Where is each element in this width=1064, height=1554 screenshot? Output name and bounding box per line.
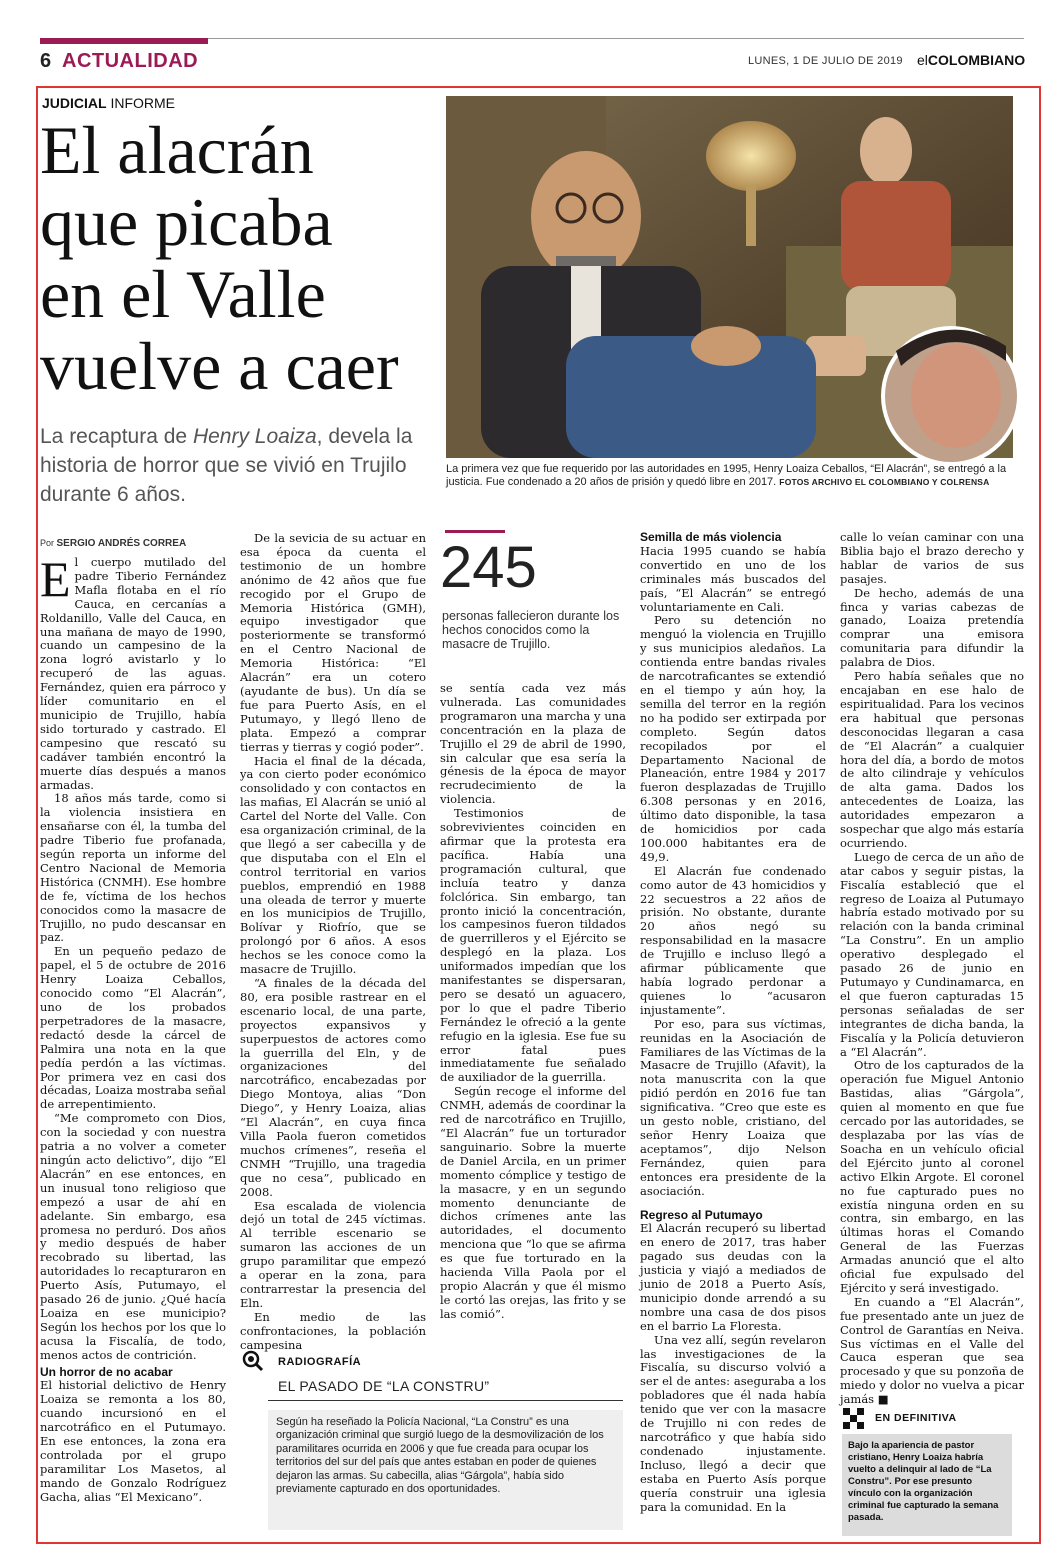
byline-prefix: Por [40, 538, 57, 548]
paragraph: Luego de cerca de un año de atar cabos y seguir pistas, la Fiscalía estableció que el regreso de Loaiza al Putumayo habría estado motivado por su relación con la banda criminal “La Constru”. En un amplio operativo desplegado el pasado 26 de junio en Putumayo y Cundinamarca, en el que fueron capturadas 15 personas señaladas de ser integrantes de dicha banda, la Fiscalía y la Policía detuvieron a “El Alacrán”. [840, 849, 1024, 1059]
paragraph: El Alacrán recuperó su libertad en enero de 2017, tras haber pagado sus deudas con la justicia y viajó a mediados de junio de 2018 a Puerto Asís, municipio donde arrendó a su nombre una casa de dos pisos en el barrio La Floresta. [640, 1221, 826, 1333]
paragraph: Hacia el final de la década, ya con cierto poder económico consolidado y con contactos en las mafias, El Alacrán se unió al Cartel del Norte del Valle. Con esa organización criminal, de la que llegó a ser cabecilla y de que disputaba con el Eln el control territorial en varios pueblos, emprendió en 1988 una oleada de terror y muerte en los municipios de Trujillo, Bolívar y Riofrío, que se prolongó por 6 años. A esos hechos se les conoce como la masacre de Trujillo. [240, 753, 426, 977]
subheadline [40, 422, 435, 509]
section-heading: Regreso al Putumayo [640, 1207, 763, 1222]
kicker-light: INFORME [106, 95, 176, 111]
paragraph: De la sevicia de su actuar en esa época da cuenta el testimonio de un hombre anónimo de 42 años que fue recogido por el Grupo de Memoria Histórica (GMH), equipo investigador que posteriormente se transformó en el Centro Nacional de Memoria Histórica: “El Alacrán” era un cotero (ayudante de bus). Un día se fue para Puerto Asís, en el Putumayo, y llegó lleno de plata. Empezó a comprar tierras y tierras y cogió poder”. [240, 531, 426, 754]
photo-caption [446, 463, 1016, 489]
paragraph: Pero había señales que no encajaban en ese halo de espiritualidad. Para los vecinos era habitual que personas desconocidas llegaran a casa de “El Alacrán” a cualquier hora del día, a bordo de motos de alto cilindraje y vehículos de alta gama. Dados los antecedentes de Loaiza, las autoridades empezaron a sospechar que algo más estaría ocurriendo. [840, 669, 1024, 850]
photo-illustration [446, 96, 1013, 458]
column-5 [840, 530, 1024, 1407]
paragraph: “Me comprometo con Dios, con la sociedad y con nuestra patria a no volver a cometer ningún acto delictivo”, dijo “El Alacrán” en ese entonces, en un inusual tono religioso que empezó a usar de ahí en adelante. Sin embargo, esa promesa no perduró. Dos años y medio después de haber recobrado su libertad, las autoridades lo recapturaron en Puerto Asís, Putumayo, el pasado 26 de junio. ¿Qué hacía Loaiza en ese municipio? Según los hechos por los que lo acusa la Fiscalía, de todo, menos actos de contrición. [40, 1111, 226, 1362]
definitiva-title: EN DEFINITIVA [875, 1412, 957, 1424]
photo-credit: FOTOS ARCHIVO EL COLOMBIANO Y COLRENSA [779, 477, 990, 487]
paragraph: Hacia 1995 cuando se había convertido en uno de los criminales más buscados del país, “El Alacrán” se entregó voluntariamente en Cali. [640, 543, 826, 614]
headline [40, 114, 440, 402]
paragraph: Por eso, para sus víctimas, reunidas en la Asociación de Familiares de las Víctimas de la Masacre de Trujillo (Afavit), la nota manuscrita con la que pidió perdón en 2016 fue tan significativa. “Creo que este es un gesto noble, cristiano, del señor Henry Loaiza que aceptamos”, dijo Nelson Fernández, quien para entonces era presidente de la asociación. [640, 1016, 826, 1198]
subhead-name: Henry Loaiza [192, 425, 317, 448]
radiografia-subtitle: EL PASADO DE “LA CONSTRU” [278, 1378, 490, 1394]
radiografia-body: Según ha reseñado la Policía Nacional, “La Constru” es una organización criminal que surgió luego de la desmovilización de los paramilitares ocurrida en 2006 y que fue creada para ocupar los territorios del sur del país que antes estaban en poder de quienes dejaron las armas. Su cabecilla, alias “Gárgola”, había sido previamente capturado en dos oportunidades. [268, 1410, 623, 1530]
byline-author: SERGIO ANDRÉS CORREA [56, 538, 187, 549]
headline-line: El alacrán [40, 112, 314, 188]
paragraph: En cuando a “El Alacrán”, fue presentado ante un juez de Control de Garantías en Neiva. Sus víctimas en el Valle del Cauca esperan que sea procesado y que su ponzoña de miedo y dolor no vuelva a picar jamás ■ [840, 1294, 1024, 1407]
page-number: 6 [40, 50, 52, 72]
section-title: ACTUALIDAD [62, 50, 199, 72]
column-3 [440, 682, 626, 1327]
paragraph: Esa escalada de violencia dejó un total de 245 víctimas. Al terrible escenario se sumaron las acciones de un grupo paramilitar que empezó a operar en la zona, para contrarrestar la presencia del Eln. [240, 1198, 426, 1310]
section-heading: Semilla de más violencia [640, 530, 782, 544]
stat-description: personas fallecieron durante los hechos conocidos como la masacre de Trujillo. [442, 609, 620, 651]
paragraph: En medio de las confrontaciones, la población campesina [240, 1309, 426, 1352]
stat-number: 245 [440, 535, 537, 600]
subhead-part: La recaptura de [40, 425, 193, 448]
section-heading: Un horror de no acabar [40, 1364, 173, 1379]
headline-line: vuelve a caer [40, 328, 399, 404]
paragraph: se sentía cada vez más vulnerada. Las comunidades programaron una marcha y una concentración en la plaza de Trujillo el 29 de abril de 1990, sin calcular que esa sería la génesis de la época de mayor recrudecimiento de la violencia. [440, 681, 626, 807]
checker-icon [843, 1408, 865, 1430]
paragraph: Pero su detención no menguó la violencia en Trujillo y sus municipios aledaños. La contienda entre bandas rivales de narcotraficantes se extendió en el tiempo y aún hoy, la semilla del terror en la región no ha podido ser extirpada por completo. Según datos recopilados por el Departamento Nacional de Planeación, entre 1984 y 2017 fueron desplazadas de Trujillo 6.308 personas y en 2016, último dato disponible, la tasa de homicidios por cada 100.000 habitantes era de 49,9. [640, 613, 826, 864]
masthead-el: el [917, 52, 928, 68]
column-1 [40, 551, 226, 1546]
headline-line: en el Valle [40, 256, 326, 332]
paragraph: 18 años más tarde, como si la violencia insistiera en ensañarse con él, la tumba del padre Tiberio fue profanada, según reporta un informe del Centro Nacional de Memoria Histórica (CNMH). Ese hombre de fe, víctima de los hechos conocidos como la masacre de Trujillo, no pudo descansar en paz. [40, 791, 226, 945]
subhead-part: , devela la historia de horror que se vivió en Trujilo durante 6 años. [40, 425, 413, 506]
paragraph: “A finales de la década del 80, era posible rastrear en el escenario local, de una parte, proyectos expansivos y superpuestos de actores como la guerrilla del Eln, y de organizaciones del narcotráfico, encabezadas por Diego Montoya, alias “Don Diego”, y Henry Loaiza, alias “El Alacrán”, en cuya finca Villa Paola fueron cometidos muchos crímenes”, reseña el CNMH “Trujillo, una tragedia que no cesa”, publicado en 2008. [240, 976, 426, 1199]
masthead-name: COLOMBIANO [927, 52, 1026, 68]
issue-date: LUNES, 1 DE JULIO DE 2019 [748, 55, 903, 67]
definitiva-body: Bajo la apariencia de pastor cristiano, Henry Loaiza habría vuelto a delinquir al lado de “La Constru”. Por ese presunto vínculo con la organización criminal fue capturado la semana pasada. [842, 1434, 1012, 1536]
paragraph: De hecho, además de una finca y varias cabezas de ganado, Loaiza pretendía comprar una emisora comunitaria para difundir la palabra de Dios. [840, 585, 1024, 670]
byline [40, 538, 186, 549]
radiografia-rule [268, 1400, 623, 1401]
paragraph [40, 551, 226, 792]
magnifier-icon [242, 1350, 264, 1372]
paragraph-text: l cuerpo mutilado del padre Tiberio Fernández Mafla flotaba en el río Cauca, en cercanías a Roldanillo, Valle del Cauca, en una mañana de mayo de 1990, cuando un campesino de la zona logró avistarlo y lo recuperó de las aguas. Fernández, quien era párroco y líder comunitario en el municipio de Trujillo, había sido torturado y castrado. El campesino que rescató su cadáver también encontró la muerte días después a manos armadas. [40, 555, 226, 792]
paragraph: Una vez allí, según revelaron las investigaciones de la Fiscalía, su discurso volvió a ser el de antes: aseguraba a los pobladores que él nada había tenido que ver con la masacre de Trujillo ni con redes de narcotráfico y que había sido condenado injustamente. Incluso, llegó a decir que estaba en Puerto Asís porque quería construir una iglesia para la comunidad. En la [640, 1332, 826, 1514]
paragraph: calle lo veían caminar con una Biblia bajo el brazo derecho y hablar de varios de sus pasajes. [840, 530, 1024, 586]
masthead-logo [917, 52, 1025, 68]
radiografia-title: RADIOGRAFÍA [278, 1356, 362, 1368]
kicker [42, 95, 175, 111]
paragraph: Testimonios de sobrevivientes coinciden en afirmar que la protesta era pacífica. Había una programación cultural, que incluía teatro y danza folclórica. Sin embargo, tan pronto inició la concentración, los campesinos fueron tildados de guerrilleros y el Ejército se desplegó en la plaza. Los uniformados impedían que los manifestantes se dispersaran, pero se desató un aguacero, por lo que el padre Tiberio Fernández le ofreció a la gente refugio en la iglesia. Ese fue su error fatal pues inmediatamente fue señalado de auxiliador de la guerrilla. [440, 806, 626, 1085]
column-4 [640, 531, 826, 1541]
paragraph: En un pequeño pedazo de papel, el 5 de octubre de 2016 Henry Loaiza Ceballos, conocido como “El Alacrán”, uno de los probados perpetradores de la masacre, redactó desde la cárcel de Palmira una nota en la que pedía perdón a las víctimas. Por primera vez en casi dos décadas, Loaiza mostraba señal de arrepentimiento. [40, 944, 226, 1112]
paragraph: El historial delictivo de Henry Loaiza se remonta a los 80, cuando incursionó en el narcotráfico en el Putumayo. En ese entonces, la zona era controlada por el grupo paramilitar Los Masetos, al mando de Gonzalo Rodríguez Gacha, alias “El Mexicano”. [40, 1378, 226, 1504]
paragraph: Según recoge el informe del CNMH, además de coordinar la red de narcotráfico en Trujillo, “El Alacrán” fue un torturador sanguinario. Sobre la muerte de Daniel Arcila, en un primer momento cómplice y testigo de la masacre, y en un segundo momento denunciante de dichos crímenes ante las autoridades, el documento menciona que “lo que se afirma es que fue torturado en la hacienda Villa Paola por el propio Alacrán y que él mismo le cortó las orejas, las frito y se las comió”. [440, 1084, 626, 1321]
kicker-bold: JUDICIAL [42, 95, 107, 111]
headline-line: que picaba [40, 184, 333, 260]
drop-cap: E [40, 551, 71, 607]
section-accent-bar [40, 38, 208, 44]
paragraph: Otro de los capturados de la operación fue Miguel Antonio Bastidas, alias “Gárgola”, quien al momento en que fue cercado por las autoridades, se desplazaba por las vías de Soacha en un vehículo oficial del Ejército junto al coronel activo Elkin Argote. El coronel no fue capturado pues no existía ninguna orden en su contra, sin embargo, en las últimas horas el Comando General de las Fuerzas Armadas anunció que el alto oficial fue expulsado del Ejército y será investigado. [840, 1058, 1024, 1295]
main-photo [446, 96, 1013, 458]
column-2 [240, 531, 426, 1352]
stat-accent-bar [445, 530, 505, 533]
caption-text: La primera vez que fue requerido por las autoridades en 1995, Henry Loaiza Ceballos, “El Alacrán”, se entregó a la justicia. Fue condenado a 20 años de prisión y quedó libre en 2017. [446, 463, 1007, 488]
paragraph: El Alacrán fue condenado como autor de 43 homicidios y 22 secuestros a 22 años de prisión. No obstante, durante 20 años negó su responsabilidad en la masacre de Trujillo e incluso llegó a afirmar públicamente que había logrado perdonar a quienes lo “acusaron injustamente”. [640, 863, 826, 1017]
